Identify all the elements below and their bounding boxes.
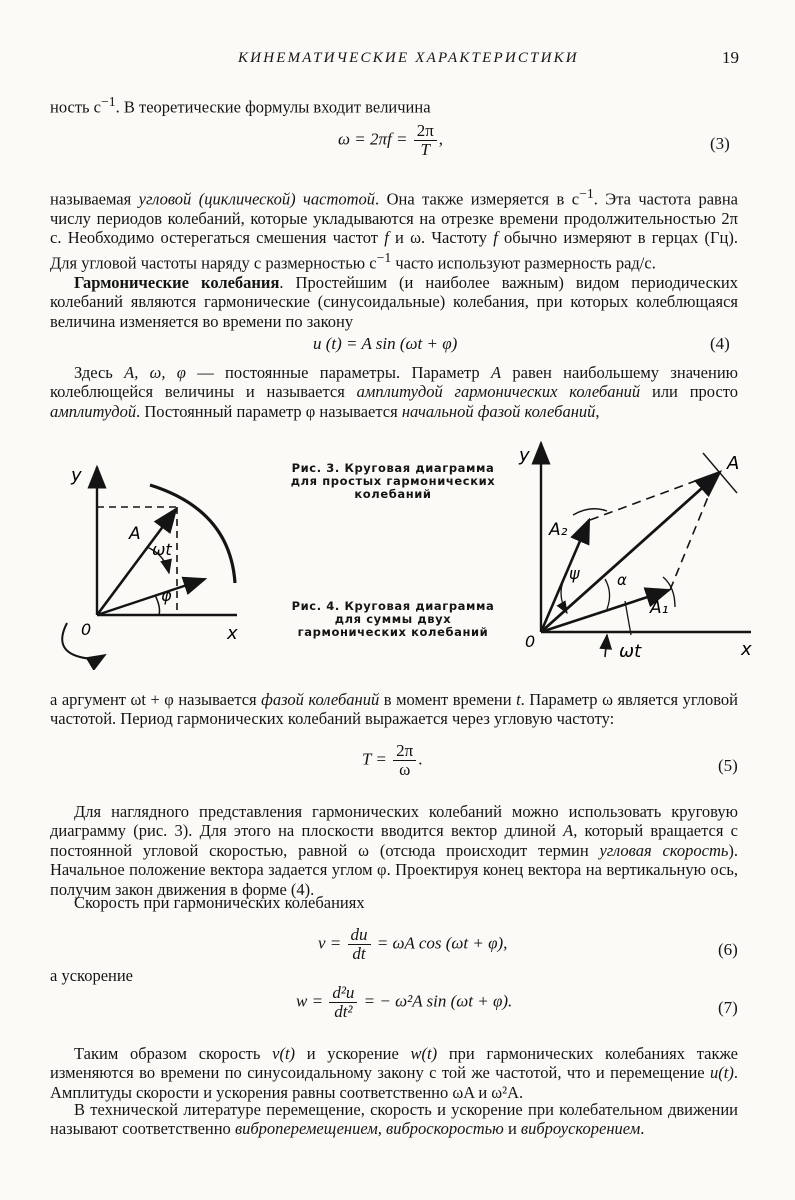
equation-6-number: (6) — [718, 940, 738, 959]
angle-phi-arc — [155, 595, 160, 615]
fig4-origin-label: 0 — [525, 632, 536, 651]
paragraph-8: а ускорение — [50, 966, 134, 985]
paragraph-6: Для наглядного представления гармонических колебаний можно использовать круговую диаграмму (рис. 3). Для этого на плоскости вводится вектор длиной A, который вращается с постоянной угловой скоростью, равной ω (отсюда происходит термин угловая скорость). Начальное положение вектора задается углом φ. Проектируя конец вектора на вертикальную ось, получим закон движения в форме (4). — [50, 802, 738, 899]
equation-4: u (t) = A sin (ωt + φ) — [313, 334, 458, 353]
paragraph-2: называемая угловой (циклической) частотой. Она также измеряется в $с^{-1}$. Эта частота равна числу периодов колебаний, которые укладываются на отрезке времени продолжительностью 2π с. Необходимо остерегаться смешения частот f и ω. Частоту f обычно измеряют в герцах (Гц). Для угловой частоты наряду с размерностью $с^{-1}$ часто используют размерность рад/с. — [50, 186, 738, 273]
fig3-x-label: x — [227, 623, 238, 644]
paragraph-7: Скорость при гармонических колебаниях — [74, 893, 365, 912]
equation-6: v = $\frac{du}{dt}$ = ωA cos (ωt + φ), — [318, 925, 508, 963]
wt-pointer — [605, 635, 607, 657]
paragraph-1: ность $с^{-1}$. В теоретические формулы входит величина — [50, 94, 431, 117]
figure-3-caption: Рис. 3. Круговая диаграмма для простых гармонических колебаний — [290, 461, 496, 501]
equation-5-number: (5) — [718, 756, 738, 775]
fig4-a2-label: A₂ — [549, 520, 568, 540]
page-header — [0, 48, 795, 74]
vector-a-sum — [541, 472, 720, 632]
arc-a2 — [573, 509, 607, 515]
fig3-phi-label: φ — [161, 586, 172, 605]
figure-4-diagram — [515, 435, 765, 670]
fig4-wt-label: ωt — [619, 641, 642, 662]
fig3-origin-label: 0 — [81, 620, 92, 639]
equation-3-number: (3) — [710, 134, 730, 153]
fig4-y-label: y — [519, 445, 530, 466]
equation-4-number: (4) — [710, 334, 730, 353]
paragraph-3: Гармонические колебания. Простейшим (и наиболее важным) видом периодических колебаний являются гармонические (синусоидальные) колебания, при которых колеблющаяся величина изменяется во времени по закону — [50, 273, 738, 331]
fig3-wt-label: ωt — [152, 540, 172, 559]
fig3-a-label: A — [129, 524, 141, 544]
paragraph-5: а аргумент ωt + φ называется фазой колебаний в момент времени t. Параметр ω является угловой частотой. Период гармонических колебаний выражается через угловую частоту: — [50, 690, 739, 729]
page-number: 19 — [722, 48, 739, 67]
figure-4-caption: Рис. 4. Круговая диаграмма для суммы двух гармонических колебаний — [291, 599, 495, 639]
equation-3: ω = 2πf = $\frac{2\pi}{T}$ , — [338, 121, 444, 159]
equation-5: T = $\frac{2\pi}{\omega}$ . — [362, 741, 423, 779]
parallelogram-line — [670, 475, 717, 590]
equation-7-number: (7) — [718, 998, 738, 1017]
figure-3-diagram — [55, 455, 270, 670]
paragraph-4: Здесь A, ω, φ — постоянные параметры. Параметр A равен наибольшему значению колеблющейся величины и называется амплитудой гармонических колебаний или просто амплитудой. Постоянный параметр φ называется начальной фазой колебаний, — [50, 363, 739, 421]
parallelogram-line — [590, 473, 717, 520]
angle-wt-mark — [625, 601, 631, 635]
fig4-a-label: A — [727, 453, 740, 474]
running-title: КИНЕМАТИЧЕСКИЕ ХАРАКТЕРИСТИКИ — [238, 50, 579, 66]
circle-arc — [150, 485, 235, 583]
paragraph-9: Таким образом скорость v(t) и ускорение w(t) при гармонических колебаниях также изменяются во времени по синусоидальному закону с той же частотой, что и перемещение u(t). Амплитуды скорости и ускорения равны соответственно ωA и ω²A. — [50, 1044, 738, 1102]
fig4-psi-label: ψ — [569, 564, 580, 583]
fig4-x-label: x — [741, 639, 752, 660]
equation-7: w = $\frac{\text{d²u}}{\text{dt²}}$ = − ω²A sin (ωt + φ). — [296, 983, 513, 1021]
paragraph-10: В технической литературе перемещение, скорость и ускорение при колебательном движении называют соответственно виброперемещением, виброскоростью и виброускорением. — [50, 1100, 738, 1139]
angle-psi-arc — [561, 573, 567, 613]
angle-alpha-arc — [605, 579, 610, 609]
fig4-alpha-label: α — [617, 571, 627, 589]
fig4-a1-label: A₁ — [650, 598, 669, 618]
fig3-y-label: y — [71, 465, 82, 486]
vector-initial — [97, 579, 205, 615]
